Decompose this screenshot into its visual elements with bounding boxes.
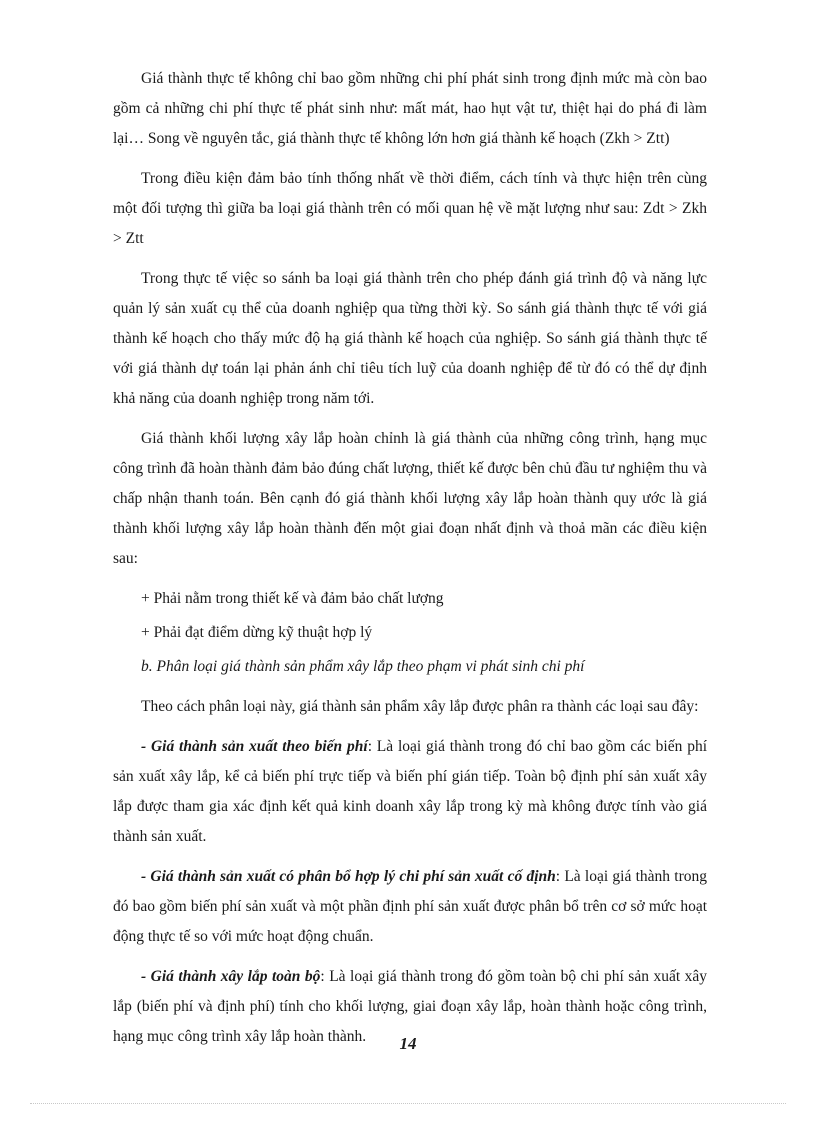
term-full-cost: - Giá thành xây lắp toàn bộ (141, 968, 321, 985)
term-variable-cost: - Giá thành sản xuất theo biến phí (141, 738, 368, 755)
bullet-design-quality: + Phải nằm trong thiết kế và đảm bảo chất lượng (141, 590, 444, 607)
definition-variable-cost (113, 732, 707, 852)
page-number: 14 (399, 1034, 417, 1053)
definition-text-variable-cost: : Là loại giá thành trong đó chỉ bao gồm các biến phí sản xuất xây lắp, kể cả biến phí trực tiếp và biến phí gián tiếp. Toàn bộ định phí sản xuất xây lắp được tham gia xác định kết quả kinh doanh xây lắp trong kỳ mà không được tính vào giá thành sản xuất. (113, 738, 707, 845)
paragraph-actual-cost: Giá thành thực tế không chỉ bao gồm những chi phí phát sinh trong định mức mà còn bao gồm cả những chi phí thực tế phát sinh như: mất mát, hao hụt vật tư, thiệt hại do phá đi làm lại… Song về nguyên tắc, giá thành thực tế không lớn hơn giá thành kế hoạch (Zkh > Ztt) (113, 70, 707, 147)
bullet-technical-stop-point: + Phải đạt điểm dừng kỹ thuật hợp lý (141, 624, 373, 641)
page-bottom-divider (30, 1103, 786, 1104)
paragraph-completed-volume-cost: Giá thành khối lượng xây lắp hoàn chỉnh là giá thành của những công trình, hạng mục công trình đã hoàn thành đảm bảo đúng chất lượng, thiết kế được bên chủ đầu tư nghiệm thu và chấp nhận thanh toán. Bên cạnh đó giá thành khối lượng xây lắp hoàn thành quy ước là giá thành khối lượng xây lắp hoàn thành đến một giai đoạn nhất định và thoả mãn các điều kiện sau: (113, 430, 707, 567)
paragraph-cost-relationship: Trong điều kiện đảm bảo tính thống nhất về thời điểm, cách tính và thực hiện trên cùng một đối tượng thì giữa ba loại giá thành trên có mối quan hệ về mặt lượng như sau: Zdt > Zkh > Ztt (113, 170, 707, 247)
definition-fixed-cost-allocation (113, 862, 707, 952)
definition-text-full-cost: : Là loại giá thành trong đó gồm toàn bộ chi phí sản xuất xây lắp (biến phí và định phí) tính cho khối lượng, giai đoạn xây lắp, hoàn thành hoặc công trình, hạng mục công trình xây lắp hoàn thành. (113, 968, 707, 1045)
term-fixed-cost-allocation: - Giá thành sản xuất có phân bổ hợp lý chi phí sản xuất cố định (141, 868, 556, 885)
page-body (113, 64, 707, 1062)
section-heading-b: b. Phân loại giá thành sản phẩm xây lắp theo phạm vi phát sinh chi phí (141, 658, 585, 675)
paragraph-cost-comparison: Trong thực tế việc so sánh ba loại giá thành trên cho phép đánh giá trình độ và năng lực quản lý sản xuất cụ thể của doanh nghiệp qua từng thời kỳ. So sánh giá thành thực tế với giá thành kế hoạch cho thấy mức độ hạ giá thành kế hoạch của nghiệp. So sánh giá thành thực tế với giá thành dự toán lại phản ánh chỉ tiêu tích luỹ của doanh nghiệp để từ đó có thể dự định khả năng của doanh nghiệp trong năm tới. (113, 270, 707, 407)
definition-text-fixed-cost-allocation: : Là loại giá thành trong đó bao gồm biến phí sản xuất và một phần định phí sản xuất được phân bổ trên cơ sở mức hoạt động thực tế so với mức hoạt động chuẩn. (113, 868, 707, 945)
paragraph-classification-intro: Theo cách phân loại này, giá thành sản phẩm xây lắp được phân ra thành các loại sau đây: (141, 698, 699, 715)
